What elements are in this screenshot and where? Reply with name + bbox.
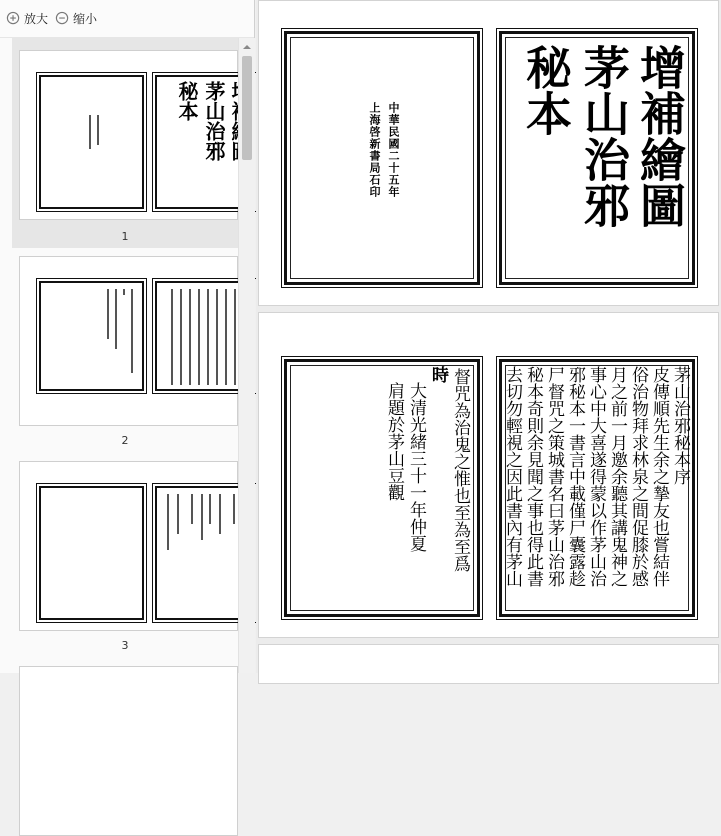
- preface-column-6: 邪秘本一書言中載僅尸囊露趁: [565, 366, 585, 587]
- thumbnail-list: [0, 38, 238, 673]
- preface-column-7: 尸督咒之策城書名曰茅山治邪: [544, 366, 564, 587]
- scrollbar-thumb[interactable]: [242, 56, 252, 160]
- scroll-up-icon[interactable]: [239, 39, 255, 55]
- preface-column-9: 去切勿輕視之因此書內有茅山: [502, 366, 522, 587]
- thumbnail-panel: [0, 0, 255, 673]
- thumbnail-image-1: [19, 50, 238, 220]
- title-column-1: 增補繪圖: [633, 44, 687, 228]
- thumbnail-scrollbar[interactable]: [238, 38, 255, 673]
- thumbnail-toolbar: [0, 0, 254, 38]
- preface-column-2: 皮傳順先生余之摯友也嘗結伴: [649, 366, 669, 587]
- zoom-in-button[interactable]: [6, 10, 48, 27]
- zoom-out-label: 缩小: [73, 12, 98, 26]
- zoom-in-label: 放大: [24, 12, 49, 26]
- thumbnail-number-2: 2: [121, 434, 129, 447]
- page2-left-frame: [284, 359, 480, 617]
- preface-column-5: 事心中大喜遂得蒙以作茅山治: [586, 366, 606, 587]
- title-column-2: 茅山治邪: [577, 44, 631, 228]
- postscript-column-2: 時: [428, 366, 448, 383]
- preface-column-4: 月之前一月邀余聽其講鬼神之: [607, 366, 627, 587]
- thumbnail-image-4: [19, 666, 238, 836]
- thumb3-left-frame: [39, 486, 144, 620]
- thumbnail-page-2[interactable]: [12, 248, 238, 453]
- thumbnail-page-3[interactable]: [12, 453, 238, 658]
- page1-left-frame: [284, 31, 480, 285]
- publisher-line-2: 上海啓新書局石印: [368, 102, 381, 198]
- page1-right-frame: [499, 31, 695, 285]
- publisher-line-1: 中華民國二十五年: [387, 102, 400, 198]
- thumb1-title-col-3: 秘本: [175, 81, 199, 121]
- postscript-column-3: 大清光緒三十一年仲夏: [406, 382, 426, 552]
- page-1: [258, 0, 719, 306]
- postscript-column-4: 肩題於茅山豆觀: [384, 382, 404, 501]
- document-viewer[interactable]: [256, 0, 721, 673]
- page2-left-frame-inner: [290, 365, 474, 611]
- postscript-column-1: 督咒為治鬼之惟也至為至爲: [450, 368, 470, 572]
- thumbnail-page-4[interactable]: [12, 658, 238, 698]
- preface-column-8: 秘本奇則余見聞之事也得此書: [523, 366, 543, 587]
- page-2: [258, 312, 719, 638]
- page2-right-frame: [499, 359, 695, 617]
- thumbnail-number-1: 1: [121, 230, 129, 243]
- page-3: [258, 644, 719, 684]
- title-column-3: 秘本: [519, 44, 573, 136]
- thumbnail-image-3: [19, 461, 238, 631]
- thumb1-left-frame: [39, 75, 144, 209]
- thumb2-left-frame: [39, 281, 144, 391]
- preface-column-3: 俗治物拜求林泉之間促膝於感: [628, 366, 648, 587]
- zoom-out-button[interactable]: [55, 10, 97, 27]
- thumbnail-image-2: [19, 256, 238, 426]
- zoom-out-icon: [55, 11, 70, 26]
- thumbnail-page-1[interactable]: [12, 38, 238, 248]
- page1-left-frame-inner: [290, 37, 474, 279]
- zoom-in-icon: [6, 11, 21, 26]
- preface-column-1: 茅山治邪秘本序: [670, 366, 690, 485]
- thumbnail-number-3: 3: [121, 639, 129, 652]
- thumb1-title-col-2: 茅山治邪: [202, 81, 226, 161]
